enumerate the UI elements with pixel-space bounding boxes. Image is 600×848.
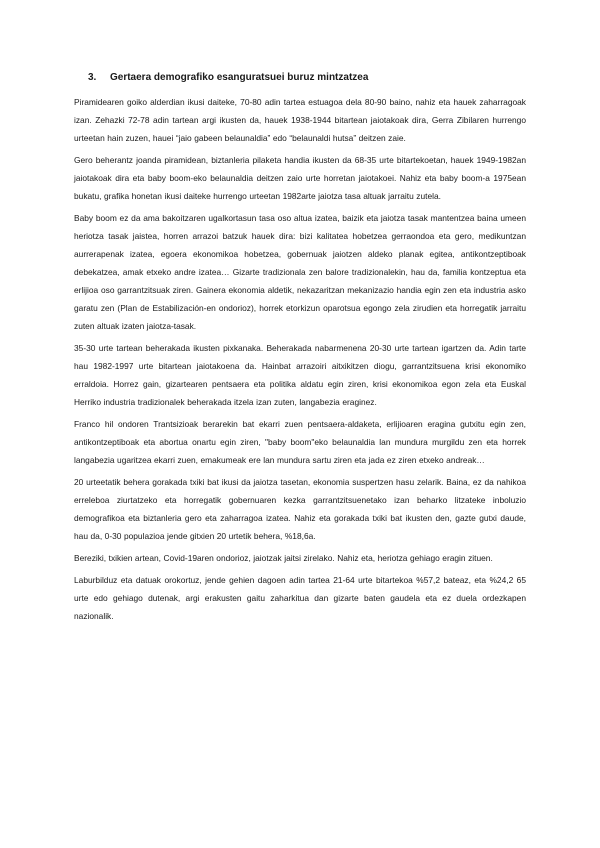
paragraph-1: Piramidearen goiko alderdian ikusi daiteke, 70-80 adin tartea estuagoa dela 80-90 baino, nahiz eta hauek zaharragoak izan. Zehazki 72-78 adin tartean argi ikusten da, hauek 1938-1944 bitartean jaiotakoak dira, Gerra Zibilaren hurrengo urteetan hain zuzen, hauei “jaio gabeen belaunaldia” edo “belaunaldi hutsa” deitzen zaie. (74, 97, 526, 143)
paragraph-3: Baby boom ez da ama bakoitzaren ugalkortasun tasa oso altua izatea, baizik eta jaiotza tasak mantentzea baina umeen heriotza tasak jaistea, horren arrazoi batzuk hauek dira: bizi kalitatea hobetzea gerraondoa eta gero, medikuntzan aurrerapenak izatea, egoera ekonomikoa hobetzea, gobernuak jaiotzen aldeko planak egitea, antikontzeptiboak debekatzea, amak etxeko andre izatea… Gizarte tradizionala zen balore tradizionalekin, hau da, familia kontzeptua eta erlijioa oso garrantzitsuak ziren. Gainera ekonomia aldetik, nekazaritzan mekanizazio handia egin zen eta industria asko garatu zen (Plan de Estabilización-en ondorioz), horrek etorkizun oparotsua egongo zela zirudien eta horregatik jarraitu zuten altuak izaten jaiotza-tasak. (74, 213, 526, 331)
paragraph-4: 35-30 urte tartean beherakada ikusten pixkanaka. Beherakada nabarmenena 20-30 urte tartean igartzen da. Adin tarte hau 1982-1997 urte bitartean jaiotakoena da. Hainbat arrazoiri aitxikitzen diogu, garrantzitsuena krisi ekonomiko erraldoia. Horrez gain, gizartearen pentsaera eta politika aldatu egin ziren, krisi ekonomikoa egon zela eta Euskal Herriko industria tradizionalek beherakada itzela izan zuten, langabezia eraginez. (74, 343, 526, 407)
section-number: 3. (88, 72, 97, 83)
paragraph-5: Franco hil ondoren Trantsizioak berarekin bat ekarri zuen pentsaera-aldaketa, erlijioaren eragina gutxitu egin zen, antikontzeptiboak eta abortua onartu egin ziren, "baby boom"eko belaunaldia lan mundura murgildu zen eta horrek langabezia ugaritzea ekarri zuen, emakumeak ere lan mundura sartu ziren eta jada ez ziren etxeko andreak… (74, 419, 526, 465)
section-title: Gertaera demografiko esanguratsuei buruz mintzatzea (110, 72, 369, 83)
paragraph-6: 20 urteetatik behera gorakada txiki bat ikusi da jaiotza tasetan, ekonomia suspertzen hasu zelarik. Baina, ez da nahikoa erreleboa ziurtatzeko eta horregatik gobernuaren kezka garrantzitsuenetako izan beharko litzateke inboluzio demografikoa eta biztanleria gero eta zaharragoa izatea. Nahiz eta gorakada txiki bat ikusten den, gazte gutxi daude, hau da, 0-30 populazioa jende gitxien 20 urtetik behera, %18,6a. (74, 477, 526, 541)
paragraph-8: Laburbilduz eta datuak orokortuz, jende gehien dagoen adin tartea 21-64 urte bitartekoa %57,2 bateaz, eta %24,2 65 urte edo gehiago dutenak, argi erakusten gaitu zaharkitua dan gizarte baten gaudela eta ez duela ordezkapen nazionalik. (74, 575, 526, 621)
section-heading (88, 72, 526, 83)
paragraph-7: Bereziki, txikien artean, Covid-19aren ondorioz, jaiotzak jaitsi zirelako. Nahiz eta, heriotza gehiago eragin zituen. (74, 553, 493, 563)
paragraph-2: Gero beherantz joanda piramidean, biztanleria pilaketa handia ikusten da 68-35 urte bitartekoetan, hauek 1949-1982an jaiotakoak dira eta baby boom-eko belaunaldia deitzen zaio urte horretan jaiotakoei. Nahiz eta baby boom-a 1975ean bukatu, grafika honetan ikusi daiteke hurrengo urteetan 1982arte jaiotza tasa altuak jarraitu zutela. (74, 155, 526, 201)
